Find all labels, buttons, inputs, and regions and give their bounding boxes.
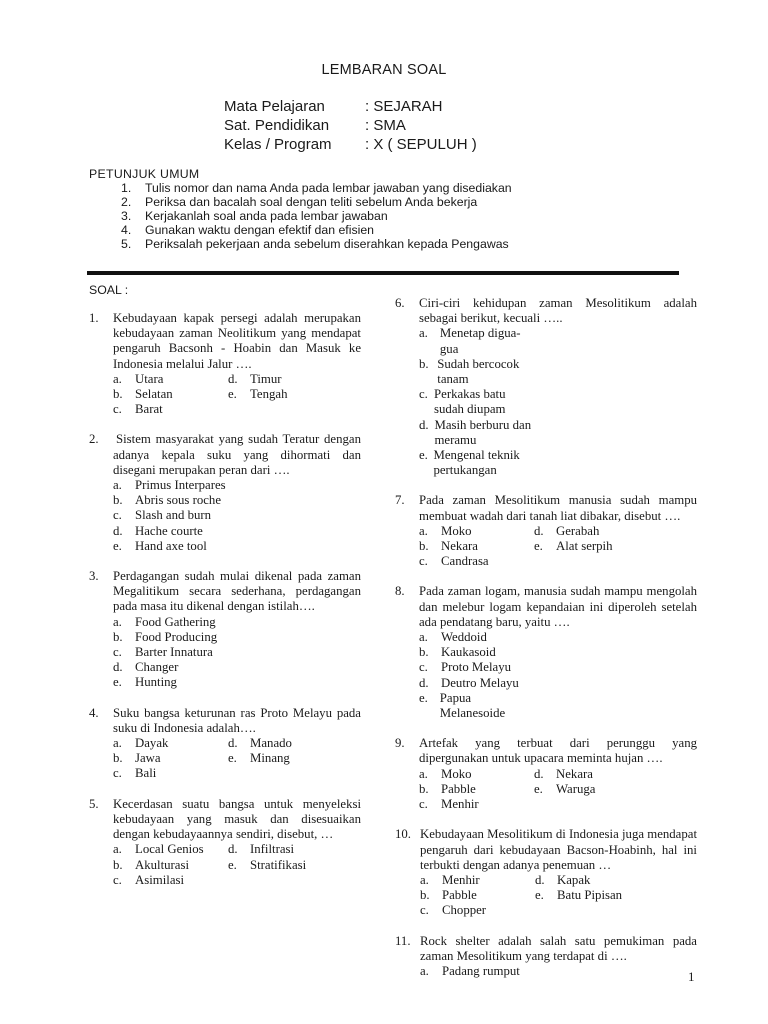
- answer-option: [113, 751, 228, 766]
- option-text: Food Gathering: [135, 614, 216, 629]
- answer-option: [113, 675, 228, 690]
- answer-option: [419, 782, 534, 797]
- question-body: [113, 432, 361, 554]
- option-row: [419, 448, 697, 478]
- option-text: Primus Interpares: [135, 478, 226, 493]
- question-text: Kebudayaan Mesolitikum di Indonesia juga mendapat pengaruh dari kebudayaan Bacson-Hoabinh, hal ini terbukti dengan adanya penemuan …: [420, 827, 697, 872]
- option-row: [419, 630, 697, 645]
- info-value: : X ( SEPULUH ): [365, 136, 477, 153]
- answer-option: [228, 858, 343, 873]
- option-letter: b.: [113, 387, 123, 402]
- page-title: LEMBARAN SOAL: [321, 62, 447, 78]
- answer-option: [419, 326, 534, 356]
- option-letter: a.: [113, 371, 122, 386]
- option-text: Masih berburu dan meramu: [434, 417, 532, 447]
- question-body: [420, 827, 697, 918]
- option-letter: d.: [534, 766, 544, 781]
- option-row: [113, 766, 361, 781]
- answer-option: [419, 676, 534, 691]
- option-row: [420, 903, 697, 918]
- answer-option: [535, 873, 650, 888]
- answer-option: [534, 767, 649, 782]
- answer-option: [419, 524, 534, 539]
- option-letter: e.: [228, 751, 237, 766]
- option-text: Slash and burn: [135, 508, 212, 523]
- option-letter: e.: [228, 387, 237, 402]
- option-row: [113, 387, 361, 402]
- question-body: [419, 296, 697, 478]
- question-8: [395, 584, 697, 721]
- answer-option: [419, 767, 534, 782]
- option-letter: a.: [420, 872, 429, 887]
- option-letter: e.: [534, 781, 543, 796]
- instruction-text: Kerjakanlah soal anda pada lembar jawaban: [145, 209, 388, 223]
- option-text: Gerabah: [556, 523, 600, 538]
- option-text: Hache courte: [135, 523, 203, 538]
- info-row-class: [224, 135, 477, 154]
- option-row: [419, 767, 697, 782]
- option-letter: e.: [419, 448, 428, 463]
- answer-option: [419, 357, 534, 387]
- option-letter: e.: [534, 539, 543, 554]
- answer-option: [113, 873, 228, 888]
- option-letter: d.: [534, 523, 544, 538]
- questions-column-left: [89, 311, 361, 888]
- option-text: Infiltrasi: [250, 842, 295, 857]
- question-number: 6.: [395, 296, 405, 310]
- option-text: Jawa: [135, 751, 161, 766]
- instruction-number: 4.: [121, 223, 132, 237]
- option-text: Akulturasi: [135, 857, 190, 872]
- option-letter: c.: [113, 872, 122, 887]
- option-letter: c.: [419, 797, 428, 812]
- question-number: 4.: [89, 705, 99, 720]
- answer-option: [113, 493, 228, 508]
- option-letter: a.: [419, 523, 428, 538]
- question-text: Kecerdasan suatu bangsa untuk menyeleksi kebudayaan yang masuk dan disesuaikan dengan kebudayaannya sendiri, disebut, …: [113, 796, 361, 842]
- question-number: 5.: [89, 796, 99, 811]
- question-body: [419, 584, 697, 721]
- option-letter: d.: [228, 842, 238, 857]
- option-letter: d.: [113, 523, 123, 538]
- answer-option: [420, 964, 535, 979]
- option-text: Stratifikasi: [250, 857, 307, 872]
- option-text: Asimilasi: [135, 872, 185, 887]
- option-letter: a.: [419, 766, 428, 781]
- option-letter: d.: [228, 371, 238, 386]
- option-row: [419, 797, 697, 812]
- instructions-heading: PETUNJUK UMUM: [89, 167, 200, 181]
- question-4: [89, 706, 361, 782]
- question-number: 10.: [395, 827, 411, 842]
- option-row: [419, 357, 697, 387]
- option-text: Candrasa: [441, 554, 489, 569]
- answer-option: [113, 508, 228, 523]
- option-text: Nekara: [556, 766, 593, 781]
- answer-option: [419, 630, 534, 645]
- question-text: Ciri-ciri kehidupan zaman Mesolitikum adalah sebagai berikut, kecuali …..: [419, 296, 697, 326]
- option-text: Batu Pipisan: [557, 888, 623, 903]
- question-number: 8.: [395, 584, 405, 599]
- option-row: [113, 508, 361, 523]
- option-row: [113, 630, 361, 645]
- option-text: Menhir: [441, 797, 479, 812]
- option-row: [419, 660, 697, 675]
- option-row: [113, 660, 361, 675]
- subject-info: [224, 97, 477, 154]
- info-row-school: [224, 116, 477, 135]
- option-text: Moko: [441, 766, 472, 781]
- option-text: Utara: [135, 371, 164, 386]
- answer-option: [419, 418, 534, 448]
- answer-option: [113, 478, 228, 493]
- option-text: Nekara: [441, 539, 478, 554]
- instruction-number: 2.: [121, 195, 132, 209]
- option-text: Moko: [441, 523, 472, 538]
- option-row: [113, 402, 361, 417]
- option-text: Alat serpih: [556, 539, 613, 554]
- option-letter: c.: [113, 645, 122, 660]
- answer-option: [113, 539, 228, 554]
- answer-option: [113, 736, 228, 751]
- option-text: Barter Innatura: [135, 645, 213, 660]
- answer-option: [419, 797, 534, 812]
- info-label: Mata Pelajaran: [224, 98, 325, 115]
- option-text: Kapak: [557, 872, 591, 887]
- question-text: Suku bangsa keturunan ras Proto Melayu pada suku di Indonesia adalah….: [113, 705, 361, 735]
- question-3: [89, 569, 361, 691]
- option-letter: e.: [419, 690, 428, 705]
- option-text: Perkakas batu sudah diupam: [434, 387, 506, 417]
- page-number: 1: [688, 969, 695, 984]
- instruction-item: [121, 195, 512, 209]
- question-text: Kebudayaan kapak persegi adalah merupakan kebudayaan zaman Neolitikum yang mendapat pengaruh Bacsonh - Hoabin dan Masuk ke Indonesia melalui Jalur ….: [113, 311, 361, 371]
- option-letter: c.: [113, 766, 122, 781]
- question-text: Rock shelter adalah salah satu pemukiman pada zaman Mesolitikum yang terdapat di ….: [420, 933, 697, 963]
- option-letter: d.: [419, 675, 429, 690]
- question-body: [113, 569, 361, 691]
- answer-option: [419, 554, 534, 569]
- answer-option: [419, 691, 534, 721]
- option-row: [420, 888, 697, 903]
- option-letter: c.: [419, 660, 428, 675]
- option-row: [419, 326, 697, 356]
- instruction-item: [121, 209, 512, 223]
- option-text: Menetap digua-gua: [439, 326, 521, 356]
- answer-option: [113, 387, 228, 402]
- option-letter: e.: [113, 538, 122, 553]
- question-text: Sistem masyarakat yang sudah Teratur dengan adanya kepala suku yang dihormati dan disegani merupakan peran dari ….: [113, 432, 361, 477]
- option-text: Barat: [135, 402, 163, 417]
- option-row: [419, 645, 697, 660]
- answer-option: [420, 873, 535, 888]
- option-text: Manado: [250, 736, 292, 751]
- instruction-number: 3.: [121, 209, 132, 223]
- option-row: [113, 372, 361, 387]
- option-row: [113, 842, 361, 857]
- option-letter: c.: [419, 554, 428, 569]
- answer-option: [534, 782, 649, 797]
- info-label: Kelas / Program: [224, 136, 332, 153]
- option-row: [113, 858, 361, 873]
- option-letter: b.: [420, 888, 430, 903]
- answer-option: [420, 903, 535, 918]
- option-letter: d.: [419, 417, 429, 432]
- option-text: Kaukasoid: [441, 645, 496, 660]
- section-divider: [87, 271, 679, 275]
- answer-option: [419, 539, 534, 554]
- info-value: : SEJARAH: [365, 98, 443, 115]
- question-text: Pada zaman Mesolitikum manusia sudah mampu membuat wadah dari tanah liat dibakar, disebut ….: [419, 493, 697, 523]
- option-text: Hand axe tool: [135, 538, 207, 553]
- answer-option: [228, 736, 343, 751]
- question-7: [395, 493, 697, 569]
- option-text: Bali: [135, 766, 157, 781]
- answer-option: [113, 660, 228, 675]
- question-number: 1.: [89, 311, 99, 325]
- option-letter: a.: [419, 326, 428, 341]
- answer-option: [113, 766, 228, 781]
- option-letter: c.: [420, 903, 429, 918]
- option-letter: b.: [419, 539, 429, 554]
- answer-option: [113, 615, 228, 630]
- question-number: 3.: [89, 569, 99, 584]
- question-number: 7.: [395, 493, 405, 508]
- option-letter: a.: [113, 614, 122, 629]
- option-row: [419, 418, 697, 448]
- option-letter: e.: [113, 675, 122, 690]
- option-text: Abris sous roche: [135, 493, 222, 508]
- answer-option: [228, 842, 343, 857]
- option-text: Sudah bercocok tanam: [437, 356, 520, 387]
- answer-option: [113, 858, 228, 873]
- answer-option: [419, 660, 534, 675]
- option-row: [419, 782, 697, 797]
- question-body: [113, 797, 361, 888]
- option-text: Local Genios: [135, 842, 204, 857]
- option-text: Pabble: [442, 888, 477, 903]
- option-letter: d.: [535, 872, 545, 887]
- instruction-item: [121, 223, 512, 237]
- info-value: : SMA: [365, 117, 406, 134]
- option-row: [420, 964, 697, 979]
- option-row: [113, 615, 361, 630]
- option-letter: b.: [113, 857, 123, 872]
- option-row: [420, 873, 697, 888]
- answer-option: [113, 630, 228, 645]
- option-letter: b.: [113, 751, 123, 766]
- option-row: [419, 676, 697, 691]
- question-text: Perdagangan sudah mulai dikenal pada zaman Megalitikum secara sederhana, perdagangan pada masa itu dikenal dengan istilah….: [113, 569, 361, 614]
- answer-option: [228, 372, 343, 387]
- option-row: [419, 539, 697, 554]
- info-row-subject: [224, 97, 477, 116]
- option-row: [113, 751, 361, 766]
- option-text: Weddoid: [441, 630, 487, 645]
- option-letter: d.: [113, 660, 123, 675]
- answer-option: [228, 387, 343, 402]
- question-number: 9.: [395, 736, 405, 751]
- question-body: [420, 934, 697, 980]
- question-11: [395, 934, 697, 980]
- option-letter: b.: [113, 629, 123, 644]
- option-letter: c.: [113, 508, 122, 523]
- question-body: [419, 493, 697, 569]
- option-row: [113, 736, 361, 751]
- questions-heading: SOAL :: [89, 283, 129, 297]
- instruction-text: Periksa dan bacalah soal dengan teliti sebelum Anda bekerja: [145, 195, 478, 209]
- answer-option: [113, 524, 228, 539]
- option-letter: b.: [113, 493, 123, 508]
- answer-option: [535, 888, 650, 903]
- option-text: Mengenal teknik pertukangan: [433, 448, 520, 478]
- answer-option: [534, 524, 649, 539]
- instruction-text: Periksalah pekerjaan anda sebelum diserahkan kepada Pengawas: [145, 237, 509, 251]
- instruction-text: Tulis nomor dan nama Anda pada lembar jawaban yang disediakan: [145, 181, 512, 195]
- option-text: Deutro Melayu: [441, 675, 519, 690]
- option-row: [419, 387, 697, 417]
- option-row: [113, 478, 361, 493]
- option-letter: a.: [419, 630, 428, 645]
- question-6: [395, 296, 697, 478]
- question-2: [89, 432, 361, 554]
- question-1: [89, 311, 361, 417]
- option-text: Dayak: [135, 736, 169, 751]
- option-row: [113, 645, 361, 660]
- answer-option: [419, 448, 534, 478]
- option-text: Selatan: [135, 387, 173, 402]
- option-letter: e.: [535, 888, 544, 903]
- instruction-text: Gunakan waktu dengan efektif dan efisien: [145, 223, 375, 237]
- option-row: [419, 554, 697, 569]
- option-row: [419, 691, 697, 721]
- question-10: [395, 827, 697, 918]
- option-letter: d.: [228, 736, 238, 751]
- option-text: Changer: [135, 660, 179, 675]
- option-row: [113, 675, 361, 690]
- option-letter: e.: [228, 857, 237, 872]
- option-text: Food Producing: [135, 629, 218, 644]
- option-row: [113, 493, 361, 508]
- instruction-item: [121, 181, 512, 195]
- question-text: Artefak yang terbuat dari perunggu yang dipergunakan untuk upacara meminta hujan ….: [419, 736, 697, 766]
- question-text: Pada zaman logam, manusia sudah mampu mengolah dan melebur logam kepandaian ini diperoleh setelah ada pendatang baru, yaitu ….: [419, 584, 697, 629]
- option-text: Waruga: [556, 781, 596, 796]
- instruction-number: 5.: [121, 237, 132, 251]
- option-text: Minang: [250, 751, 290, 766]
- answer-option: [419, 387, 534, 417]
- option-row: [419, 524, 697, 539]
- option-text: Proto Melayu: [441, 660, 512, 675]
- question-9: [395, 736, 697, 812]
- answer-option: [419, 645, 534, 660]
- questions-column-right: [395, 296, 697, 979]
- option-letter: a.: [113, 842, 122, 857]
- option-letter: c.: [419, 387, 428, 402]
- question-body: [113, 706, 361, 782]
- option-text: Timur: [250, 371, 282, 386]
- option-letter: a.: [420, 963, 429, 978]
- option-text: Padang rumput: [442, 963, 520, 978]
- instructions-list: [121, 181, 512, 251]
- option-row: [113, 539, 361, 554]
- answer-option: [420, 888, 535, 903]
- option-letter: a.: [113, 478, 122, 493]
- question-number: 2.: [89, 432, 99, 447]
- answer-option: [113, 645, 228, 660]
- question-body: [113, 311, 361, 417]
- instruction-item: [121, 237, 512, 251]
- option-text: Papua Melanesoide: [439, 690, 506, 721]
- option-text: Pabble: [441, 781, 476, 796]
- answer-option: [534, 539, 649, 554]
- option-letter: b.: [419, 356, 429, 371]
- option-letter: b.: [419, 781, 429, 796]
- question-body: [419, 736, 697, 812]
- answer-option: [113, 372, 228, 387]
- answer-option: [113, 842, 228, 857]
- question-5: [89, 797, 361, 888]
- info-label: Sat. Pendidikan: [224, 117, 330, 134]
- answer-option: [113, 402, 228, 417]
- option-row: [113, 524, 361, 539]
- instruction-number: 1.: [121, 181, 132, 195]
- option-letter: a.: [113, 736, 122, 751]
- option-text: Hunting: [135, 675, 177, 690]
- option-text: Menhir: [442, 872, 480, 887]
- answer-option: [228, 751, 343, 766]
- option-row: [113, 873, 361, 888]
- question-number: 11.: [395, 933, 411, 948]
- option-letter: b.: [419, 645, 429, 660]
- general-instructions: [89, 167, 512, 251]
- option-text: Chopper: [442, 903, 487, 918]
- option-letter: c.: [113, 402, 122, 417]
- option-text: Tengah: [250, 387, 288, 402]
